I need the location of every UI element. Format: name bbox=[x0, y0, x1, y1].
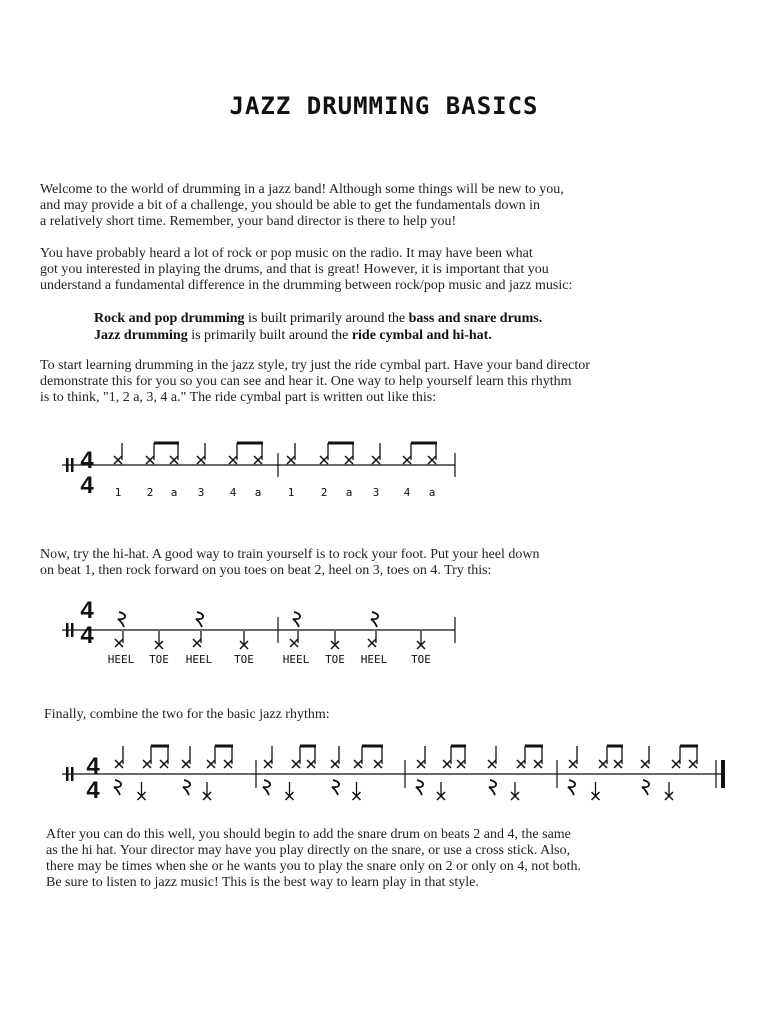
text-line: Be sure to listen to jazz music! This is the best way to learn play in that style. bbox=[46, 875, 479, 890]
ride-cymbal-note bbox=[599, 760, 607, 768]
text-line: as the hi hat. Your director may have you play directly on the snare, or use a cross stick. Also, bbox=[46, 843, 571, 858]
combined-notes bbox=[114, 745, 698, 801]
ride-cymbal-note bbox=[374, 760, 382, 768]
count-label: a bbox=[345, 486, 353, 499]
count-label: 1 bbox=[114, 486, 122, 499]
ride-cymbal-note bbox=[207, 760, 215, 768]
quarter-rest bbox=[642, 780, 649, 795]
quarter-rest bbox=[371, 612, 378, 627]
count-label: HEEL bbox=[185, 653, 213, 666]
count-label: TOE bbox=[411, 653, 431, 666]
beam bbox=[362, 745, 383, 748]
text-line: demonstrate this for you so you can see and hear it. One way to help yourself learn this rhythm bbox=[40, 374, 572, 389]
ride-cymbal-note bbox=[115, 760, 123, 768]
time-signature-top: 4 bbox=[86, 753, 100, 780]
count-label: 2 bbox=[146, 486, 154, 499]
count-label: 3 bbox=[372, 486, 380, 499]
beam bbox=[451, 745, 466, 748]
beam bbox=[300, 745, 316, 748]
time-signature-top: 4 bbox=[80, 597, 94, 624]
beam bbox=[525, 745, 543, 748]
ride-cymbal-note bbox=[569, 760, 577, 768]
ride-cymbal-note bbox=[614, 760, 622, 768]
quarter-rest bbox=[293, 612, 300, 627]
text-line: is to think, "1, 2 a, 3, 4 a." The ride cymbal part is written out like this: bbox=[40, 390, 437, 405]
ride-cymbal-note bbox=[182, 760, 190, 768]
quarter-rest bbox=[118, 612, 125, 627]
ride-cymbal-note bbox=[287, 456, 295, 464]
beam bbox=[607, 745, 623, 748]
ride-cymbal-note bbox=[428, 456, 436, 464]
count-label: TOE bbox=[325, 653, 345, 666]
ride-cymbal-note bbox=[403, 456, 411, 464]
combine-paragraph bbox=[44, 707, 744, 723]
text-line: Welcome to the world of drumming in a jazz band! Although some things will be new to you, bbox=[40, 182, 564, 197]
text-line: understand a fundamental difference in the drumming between rock/pop music and jazz music: bbox=[40, 278, 573, 293]
ride-cymbal-note bbox=[672, 760, 680, 768]
ride-cymbal-note bbox=[641, 760, 649, 768]
beam bbox=[154, 442, 179, 445]
ride-cymbal-note bbox=[689, 760, 697, 768]
text-line: You have probably heard a lot of rock or pop music on the radio. It may have been what bbox=[40, 246, 533, 261]
hihat-heel-note bbox=[368, 639, 376, 647]
quarter-rest bbox=[183, 780, 190, 795]
count-label: a bbox=[428, 486, 436, 499]
text-line: To start learning drumming in the jazz style, try just the ride cymbal part. Have your band director bbox=[40, 358, 590, 373]
count-label: 3 bbox=[197, 486, 205, 499]
ride-cymbal-note bbox=[517, 760, 525, 768]
count-label: 4 bbox=[229, 486, 237, 499]
quarter-rest bbox=[416, 780, 423, 795]
quarter-rest bbox=[332, 780, 339, 795]
text-line: on beat 1, then rock forward on you toes on beat 2, heel on 3, toes on 4. Try this: bbox=[40, 563, 492, 578]
bass-snare-term: bass and snare drums. bbox=[408, 311, 543, 326]
hihat-notation bbox=[0, 595, 768, 675]
ride-hihat-term: ride cymbal and hi-hat. bbox=[351, 328, 492, 343]
quarter-rest bbox=[114, 780, 121, 795]
text-line: there may be times when she or he wants you to play the snare only on 2 or only on 4, not both. bbox=[46, 859, 582, 874]
ride-cymbal-note bbox=[264, 760, 272, 768]
text-line: Finally, combine the two for the basic jazz rhythm: bbox=[44, 707, 330, 722]
quarter-rest bbox=[568, 780, 575, 795]
ride-cymbal-note bbox=[197, 456, 205, 464]
count-label: HEEL bbox=[107, 653, 135, 666]
ride-cymbal-note bbox=[345, 456, 353, 464]
rock-pop-paragraph bbox=[40, 246, 740, 294]
quarter-rest bbox=[489, 780, 496, 795]
ride-cymbal-note bbox=[320, 456, 328, 464]
beam bbox=[328, 442, 354, 445]
ride-cymbal-note bbox=[331, 760, 339, 768]
ride-cymbal-note bbox=[417, 760, 425, 768]
count-label: HEEL bbox=[360, 653, 388, 666]
time-signature-bottom: 4 bbox=[80, 472, 94, 499]
quarter-rest bbox=[196, 612, 203, 627]
quarter-rest bbox=[263, 780, 270, 795]
jazz-contrast-line: Jazz drumming is primarily built around the ride cymbal and hi-hat. bbox=[94, 328, 492, 343]
count-label: 2 bbox=[320, 486, 328, 499]
count-label: a bbox=[254, 486, 262, 499]
ride-cymbal-note bbox=[457, 760, 465, 768]
hihat-heel-note bbox=[115, 639, 123, 647]
hihat-staff bbox=[0, 595, 768, 675]
ride-cymbal-note bbox=[143, 760, 151, 768]
ride-cymbal-paragraph bbox=[40, 358, 740, 406]
jazz-drumming-term: Jazz drumming bbox=[94, 328, 188, 343]
text-line: a relatively short time. Remember, your band director is there to help you! bbox=[40, 214, 457, 229]
ride-cymbal-note bbox=[146, 456, 154, 464]
ride-cymbal-note bbox=[534, 760, 542, 768]
rock-contrast-line: Rock and pop drumming is built primarily around the bass and snare drums. bbox=[94, 311, 543, 326]
combined-staff bbox=[0, 738, 768, 818]
beam bbox=[237, 442, 263, 445]
ride-cymbal-notation bbox=[0, 425, 768, 505]
ride-cymbal-staff bbox=[0, 425, 768, 505]
ride-notes bbox=[114, 442, 437, 465]
beam bbox=[411, 442, 437, 445]
time-signature-top: 4 bbox=[80, 447, 94, 474]
ride-cymbal-note bbox=[224, 760, 232, 768]
text-line: got you interested in playing the drums, and that is great! However, it is important that you bbox=[40, 262, 549, 277]
count-label: TOE bbox=[234, 653, 254, 666]
hihat-paragraph bbox=[40, 547, 740, 579]
drumming-contrast bbox=[94, 310, 542, 344]
hihat-heel-note bbox=[290, 639, 298, 647]
ride-cymbal-note bbox=[170, 456, 178, 464]
ride-cymbal-note bbox=[160, 760, 168, 768]
ride-counts bbox=[115, 486, 436, 499]
intro-paragraph bbox=[40, 182, 740, 230]
count-label: 1 bbox=[287, 486, 295, 499]
time-signature-bottom: 4 bbox=[86, 777, 100, 804]
ride-cymbal-note bbox=[354, 760, 362, 768]
ride-cymbal-note bbox=[372, 456, 380, 464]
ride-cymbal-note bbox=[292, 760, 300, 768]
closing-paragraph bbox=[46, 827, 746, 891]
count-label: TOE bbox=[149, 653, 169, 666]
combined-notation bbox=[0, 738, 768, 818]
final-barline-thick bbox=[721, 760, 725, 788]
beam bbox=[151, 745, 169, 748]
beam bbox=[215, 745, 233, 748]
time-signature-bottom: 4 bbox=[80, 622, 94, 649]
text-line: and may provide a bit of a challenge, you should be able to get the fundamentals down in bbox=[40, 198, 540, 213]
ride-cymbal-note bbox=[229, 456, 237, 464]
ride-cymbal-note bbox=[443, 760, 451, 768]
ride-cymbal-note bbox=[114, 456, 122, 464]
text-line: Now, try the hi-hat. A good way to train yourself is to rock your foot. Put your heel down bbox=[40, 547, 540, 562]
page-title: JAZZ DRUMMING BASICS bbox=[229, 92, 539, 120]
text-line: After you can do this well, you should begin to add the snare drum on beats 2 and 4, the same bbox=[46, 827, 571, 842]
rock-drumming-term: Rock and pop drumming bbox=[94, 311, 245, 326]
count-label: 4 bbox=[403, 486, 411, 499]
hihat-counts bbox=[108, 653, 431, 666]
count-label: a bbox=[170, 486, 178, 499]
count-label: HEEL bbox=[282, 653, 310, 666]
beam bbox=[680, 745, 698, 748]
ride-cymbal-note bbox=[254, 456, 262, 464]
hihat-heel-note bbox=[193, 639, 201, 647]
ride-cymbal-note bbox=[488, 760, 496, 768]
ride-cymbal-note bbox=[307, 760, 315, 768]
